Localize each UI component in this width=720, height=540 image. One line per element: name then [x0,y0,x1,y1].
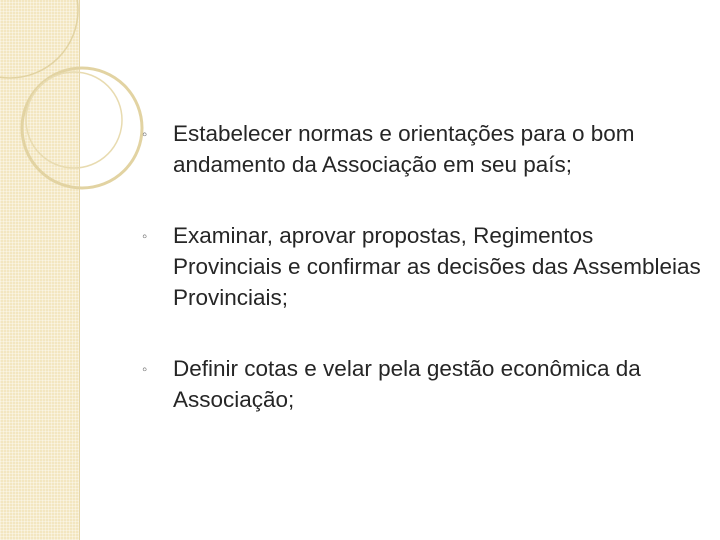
bullet-text: Definir cotas e velar pela gestão econômica da Associação; [173,356,641,412]
bullet-marker: ◦ [142,228,148,245]
bullet-text: Estabelecer normas e orientações para o bom andamento da Associação em seu país; [173,121,635,177]
bullet-text: Examinar, aprovar propostas, Regimentos Provinciais e confirmar as decisões das Assembleias Provinciais; [173,223,701,310]
concentric-circles-icon [0,0,160,200]
bullet-list [142,118,702,455]
bullet-marker: ◦ [142,361,148,378]
bullet-item [142,353,702,415]
bullet-item [142,118,702,180]
bullet-marker: ◦ [142,126,148,143]
bullet-item [142,220,702,313]
